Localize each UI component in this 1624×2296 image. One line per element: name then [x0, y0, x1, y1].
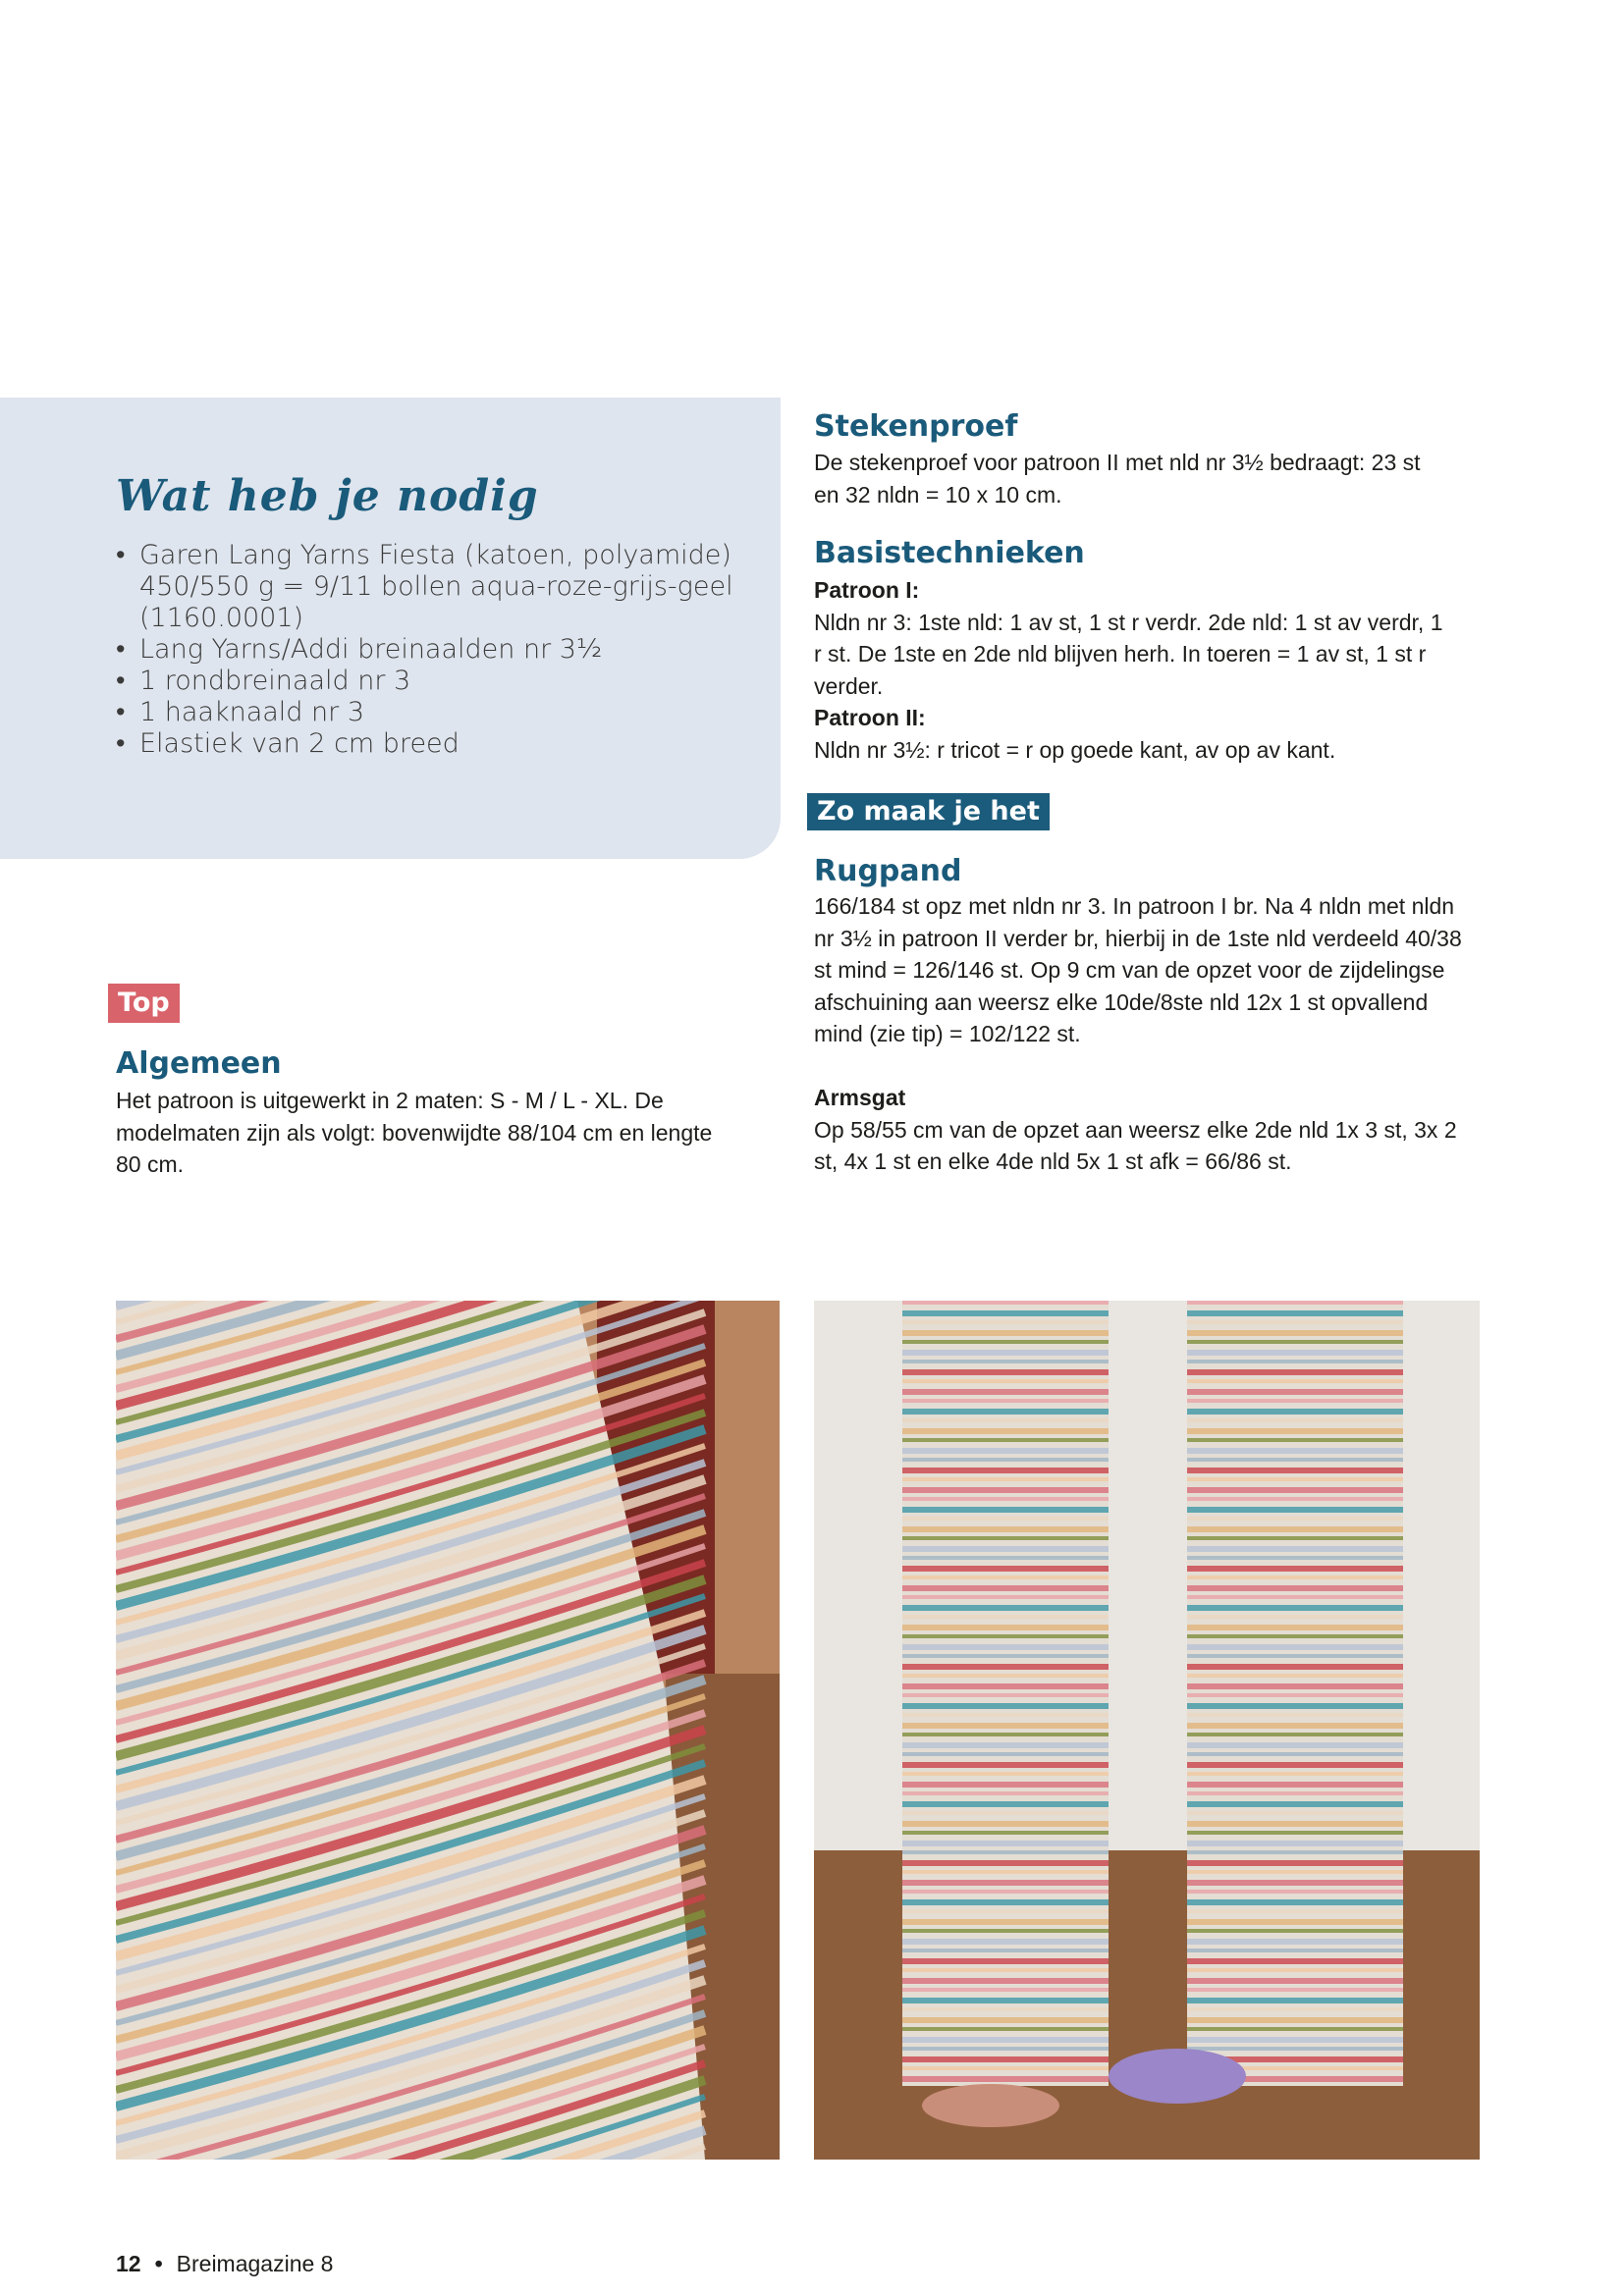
- magazine-name: Breimagazine 8: [176, 2251, 334, 2276]
- armsgat-text: Op 58/55 cm van de opzet aan weersz elke 2de nld 1x 3 st, 3x 2 st, 4x 1 st en elke 4de nld 5x 1 st afk = 66/86 st.: [814, 1116, 1457, 1174]
- patroon-1-text: Nldn nr 3: 1ste nld: 1 av st, 1 st r verdr. 2de nld: 1 st av verdr, 1 r st. De 1ste en 2de nld blijven herh. In toeren = 1 av st, 1 st r verder.: [814, 609, 1443, 699]
- algemeen-heading: Algemeen: [116, 1046, 282, 1081]
- page-number: 12: [116, 2251, 141, 2276]
- basistechnieken-body: [814, 574, 1452, 766]
- section-tag-top: Top: [108, 984, 180, 1023]
- patroon-2-text: Nldn nr 3½: r tricot = r op goede kant, av op av kant.: [814, 736, 1336, 763]
- photo-trousers: [814, 1301, 1480, 2160]
- knit-detail-image: [116, 1301, 780, 2160]
- section-tag-zo-maak-je-het: Zo maak je het: [807, 793, 1050, 830]
- trousers-image: [814, 1301, 1480, 2160]
- stekenproef-text: De stekenproef voor patroon II met nld nr 3½ bedraagt: 23 st en 32 nldn = 10 x 10 cm.: [814, 450, 1421, 507]
- armsgat-block: [814, 1082, 1472, 1178]
- basistechnieken-heading: Basistechnieken: [814, 536, 1085, 570]
- list-item: • Elastiek van 2 cm breed: [116, 728, 744, 760]
- patroon-2-label: Patroon II:: [814, 705, 926, 730]
- stekenproef-heading: Stekenproef: [814, 409, 1018, 444]
- rugpand-text: 166/184 st opz met nldn nr 3. In patroon I br. Na 4 nldn met nldn nr 3½ in patroon II verder br, hierbij in de 1ste nld verdeeld 40/38 st mind = 126/146 st. Op 9 cm van de opzet voor de zijdelingse afschuining aan weersz elke 10de/8ste nld 12x 1 st opvallend mind (zie tip) = 102/122 st.: [814, 893, 1462, 1046]
- materials-list: [116, 540, 744, 760]
- page-footer: [116, 2251, 333, 2277]
- footer-separator: •: [154, 2251, 163, 2276]
- list-item: • Garen Lang Yarns Fiesta (katoen, polyamide) 450/550 g = 9/11 bollen aqua-roze-grijs-geel (1160.0001): [116, 540, 744, 634]
- list-item: • Lang Yarns/Addi breinaalden nr 3½: [116, 634, 744, 666]
- armsgat-label: Armsgat: [814, 1085, 906, 1110]
- algemeen-text: Het patroon is uitgewerkt in 2 maten: S - M / L - XL. De modelmaten zijn als volgt: bovenwijdte 88/104 cm en lengte 80 cm.: [116, 1088, 713, 1177]
- patroon-1-label: Patroon I:: [814, 577, 920, 603]
- list-item: • 1 haaknaald nr 3: [116, 697, 744, 728]
- rugpand-heading: Rugpand: [814, 854, 962, 888]
- list-item: • 1 rondbreinaald nr 3: [116, 666, 744, 697]
- materials-title: Wat heb je nodig: [116, 471, 539, 521]
- photo-knit-detail: [116, 1301, 780, 2160]
